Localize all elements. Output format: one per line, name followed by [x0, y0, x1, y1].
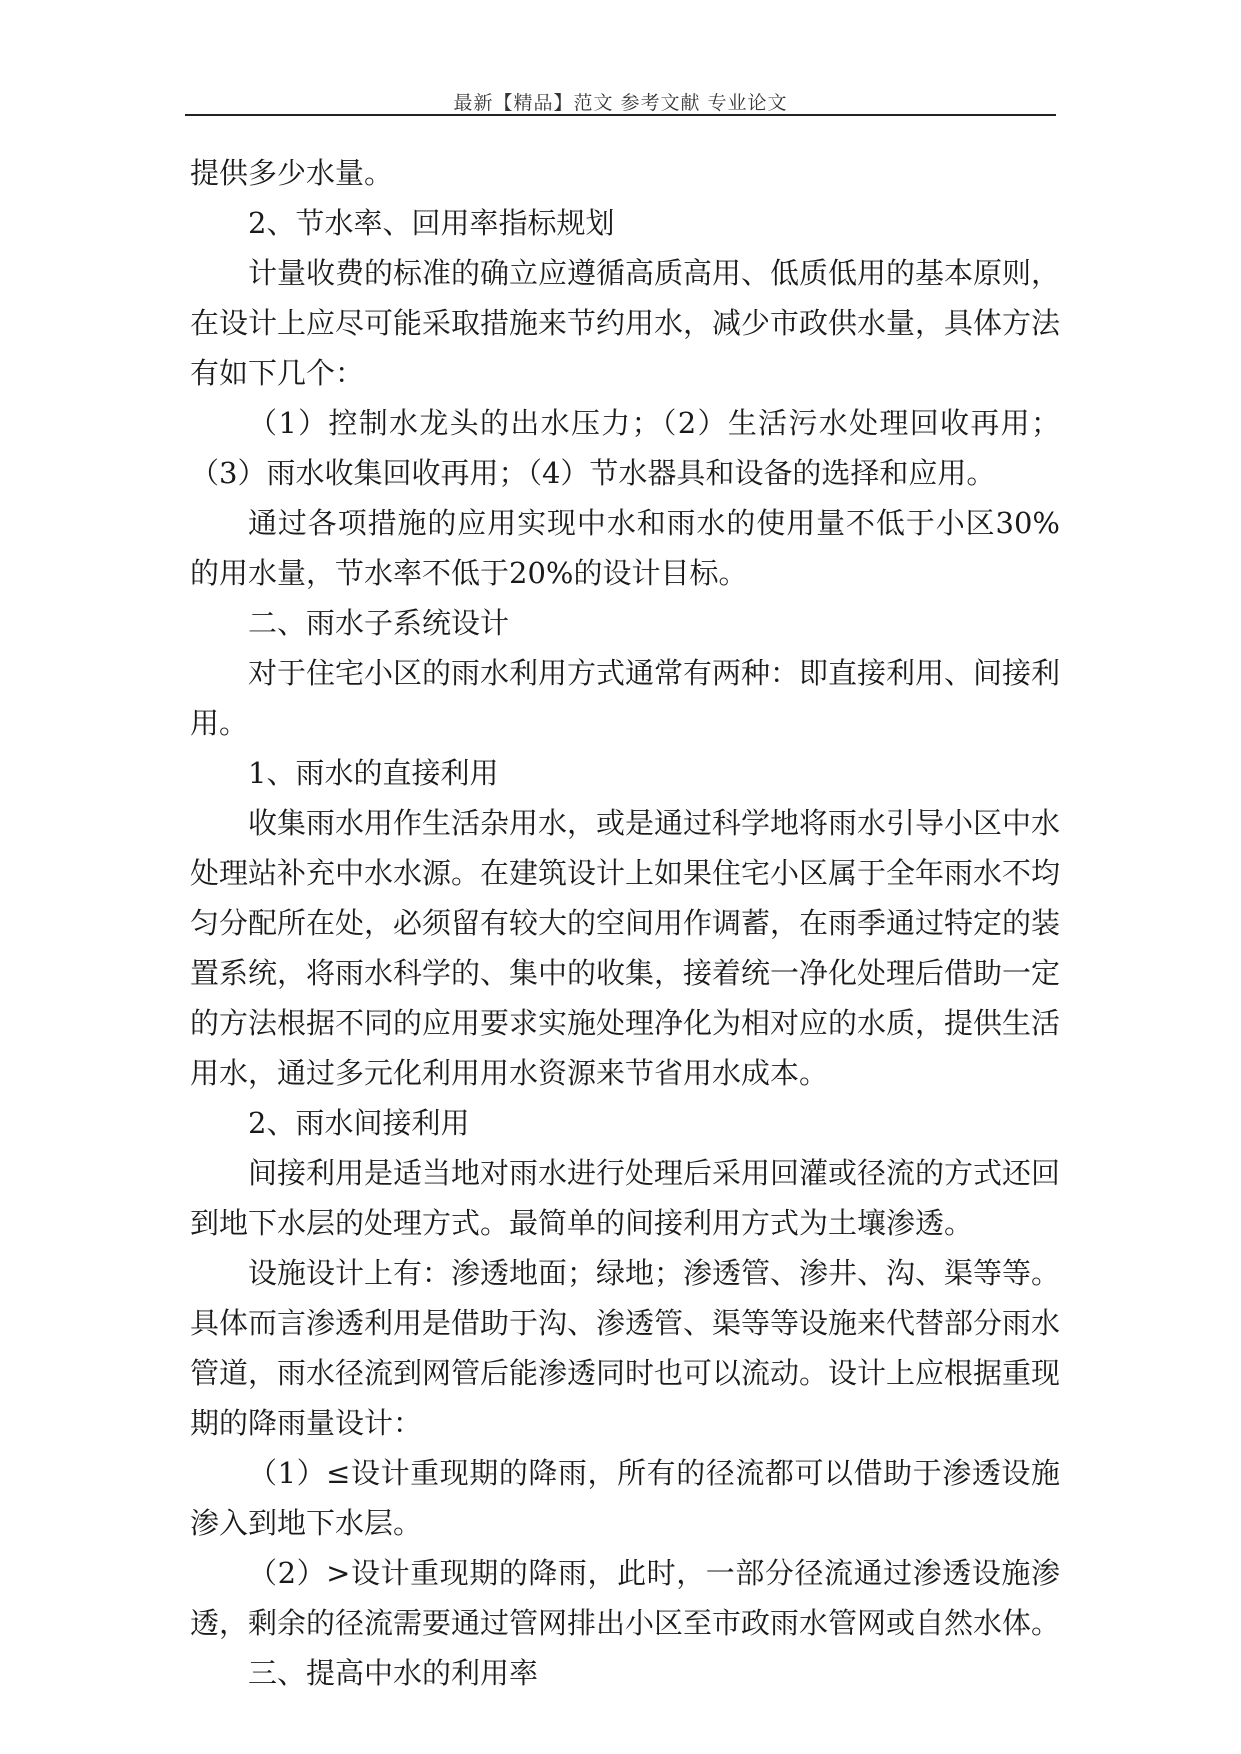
- paragraph: 设施设计上有：渗透地面；绿地；渗透管、渗井、沟、渠等等。具体而言渗透利用是借助于沟、渗透管、渠等等设施来代替部分雨水管道，雨水径流到网管后能渗透同时也可以流动。设计上应根据重现期的降雨量设计：: [190, 1256, 1061, 1440]
- paragraph: （1）≤设计重现期的降雨，所有的径流都可以借助于渗透设施渗入到地下水层。: [190, 1456, 1060, 1540]
- paragraph: （2）>设计重现期的降雨，此时，一部分径流通过渗透设施渗透，剩余的径流需要通过管网排出小区至市政雨水管网或自然水体。: [190, 1556, 1061, 1640]
- section-heading: 三、提高中水的利用率: [248, 1656, 539, 1690]
- section-heading: 1、雨水的直接利用: [248, 756, 499, 790]
- paragraph: 通过各项措施的应用实现中水和雨水的使用量不低于小区30%的用水量，节水率不低于20%的设计目标。: [190, 506, 1060, 590]
- paragraph: （1）控制水龙头的出水压力；（2）生活污水处理回收再用；（3）雨水收集回收再用；（4）节水器具和设备的选择和应用。: [190, 406, 1060, 490]
- document-body: [190, 148, 1060, 1698]
- page-header: 最新【精品】范文 参考文献 专业论文: [453, 92, 788, 114]
- paragraph: 计量收费的标准的确立应遵循高质高用、低质低用的基本原则，在设计上应尽可能采取措施来节约用水，减少市政供水量，具体方法有如下几个：: [190, 256, 1061, 390]
- section-heading: 2、雨水间接利用: [248, 1106, 470, 1140]
- paragraph: 收集雨水用作生活杂用水，或是通过科学地将雨水引导小区中水处理站补充中水水源。在建筑设计上如果住宅小区属于全年雨水不均匀分配所在处，必须留有较大的空间用作调蓄，在雨季通过特定的装置系统，将雨水科学的、集中的收集，接着统一净化处理后借助一定的方法根据不同的应用要求实施处理净化为相对应的水质，提供生活用水，通过多元化利用用水资源来节省用水成本。: [190, 806, 1061, 1090]
- paragraph: 对于住宅小区的雨水利用方式通常有两种：即直接利用、间接利用。: [190, 656, 1061, 740]
- header-divider: [185, 114, 1056, 116]
- paragraph: 间接利用是适当地对雨水进行处理后采用回灌或径流的方式还回到地下水层的处理方式。最简单的间接利用方式为土壤渗透。: [190, 1156, 1061, 1240]
- section-heading: 二、雨水子系统设计: [248, 606, 510, 640]
- paragraph: 提供多少水量。: [190, 156, 394, 190]
- section-heading: 2、节水率、回用率指标规划: [248, 206, 615, 240]
